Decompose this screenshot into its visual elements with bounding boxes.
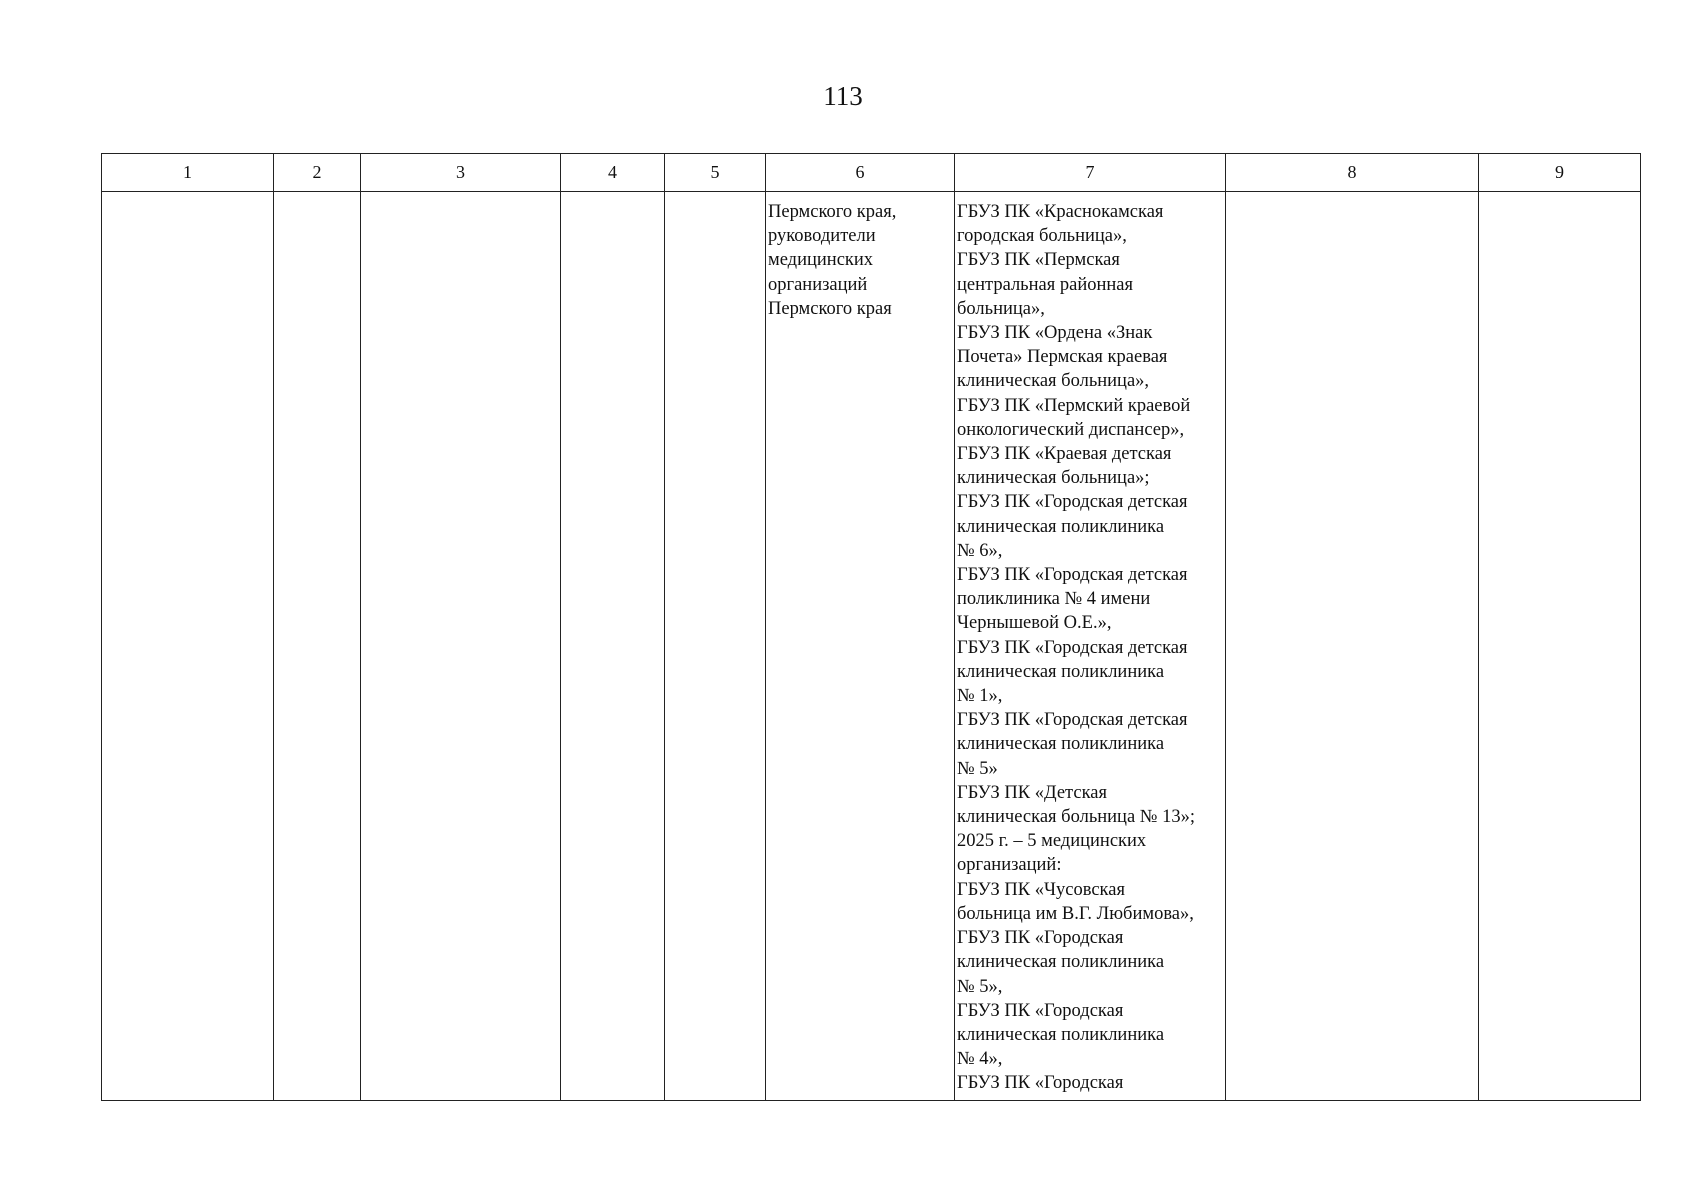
cell-text-line: поликлиника № 4 имени (957, 589, 1151, 610)
column-header-8: 8 (1226, 154, 1479, 192)
cell-text-line: клиническая поликлиника (957, 734, 1165, 755)
cell-text-line: клиническая поликлиника (957, 1024, 1165, 1045)
cell-text-line: ГБУЗ ПК «Пермский краевой (957, 395, 1191, 416)
cell-text-line: Чернышевой О.Е.», (957, 613, 1112, 634)
cell-col9 (1479, 192, 1641, 1101)
cell-col5 (665, 192, 766, 1101)
page-number: 113 (823, 81, 863, 111)
cell-col3 (361, 192, 561, 1101)
cell-text-line: 2025 г. – 5 медицинских (957, 831, 1147, 852)
cell-text-line: Пермского края (768, 298, 892, 319)
cell-text-line: центральная районная (957, 274, 1133, 295)
column-header-2: 2 (274, 154, 361, 192)
cell-text-line: онкологический диспансер», (957, 419, 1185, 440)
cell-col1 (102, 192, 274, 1101)
cell-text-line: ГБУЗ ПК «Детская (957, 782, 1107, 803)
cell-text-line: ГБУЗ ПК «Городская детская (957, 637, 1188, 658)
cell-text-line: клиническая больница», (957, 371, 1150, 392)
column-header-6: 6 (766, 154, 955, 192)
cell-text-line: ГБУЗ ПК «Городская (957, 1000, 1124, 1021)
column-header-1: 1 (102, 154, 274, 192)
cell-text-line: организаций (768, 274, 868, 295)
column-header-9: 9 (1479, 154, 1641, 192)
cell-text-line: ГБУЗ ПК «Городская детская (957, 710, 1188, 731)
cell-organizations (955, 192, 1226, 1101)
cell-text-line: ГБУЗ ПК «Пермская (957, 250, 1120, 271)
cell-text-line: больница им В.Г. Любимова», (957, 903, 1194, 924)
cell-text-line: № 1», (957, 686, 1003, 707)
cell-text-line: медицинских (768, 250, 874, 271)
cell-text-line: № 6», (957, 540, 1003, 561)
cell-text-line: городская больница», (957, 226, 1127, 247)
cell-text-line: № 5», (957, 976, 1003, 997)
cell-text-line: ГБУЗ ПК «Городская (957, 928, 1124, 949)
cell-text-line: ГБУЗ ПК «Ордена «Знак (957, 323, 1153, 344)
data-table (101, 153, 1641, 1101)
cell-text-line: ГБУЗ ПК «Чусовская (957, 879, 1125, 900)
cell-text-line: ГБУЗ ПК «Городская детская (957, 492, 1188, 513)
cell-text-line: ГБУЗ ПК «Городская (957, 1073, 1124, 1094)
cell-text-line: клиническая больница № 13»; (957, 807, 1195, 828)
cell-text-line: ГБУЗ ПК «Городская детская (957, 565, 1188, 586)
cell-text-line: № 4», (957, 1049, 1003, 1070)
cell-text-line: ГБУЗ ПК «Краснокамская (957, 202, 1164, 222)
table-row (102, 192, 1641, 1101)
cell-text-line: больница», (957, 298, 1045, 319)
column-header-4: 4 (561, 154, 665, 192)
cell-text-line: организаций: (957, 855, 1062, 876)
column-header-7: 7 (955, 154, 1226, 192)
cell-col4 (561, 192, 665, 1101)
cell-text-line: Пермского края, (768, 202, 897, 222)
header-row (102, 154, 1641, 192)
cell-col2 (274, 192, 361, 1101)
column-header-5: 5 (665, 154, 766, 192)
cell-text-line: Почета» Пермская краевая (957, 347, 1168, 368)
cell-text-line: № 5» (957, 758, 998, 779)
cell-text-line: ГБУЗ ПК «Краевая детская (957, 444, 1172, 465)
cell-responsible (766, 192, 955, 1101)
cell-col8 (1226, 192, 1479, 1101)
cell-text-line: руководители (768, 226, 876, 247)
cell-text-line: клиническая поликлиника (957, 952, 1165, 973)
column-header-3: 3 (361, 154, 561, 192)
cell-text-line: клиническая поликлиника (957, 661, 1165, 682)
cell-text-line: клиническая поликлиника (957, 516, 1165, 537)
cell-text-line: клиническая больница»; (957, 468, 1150, 489)
